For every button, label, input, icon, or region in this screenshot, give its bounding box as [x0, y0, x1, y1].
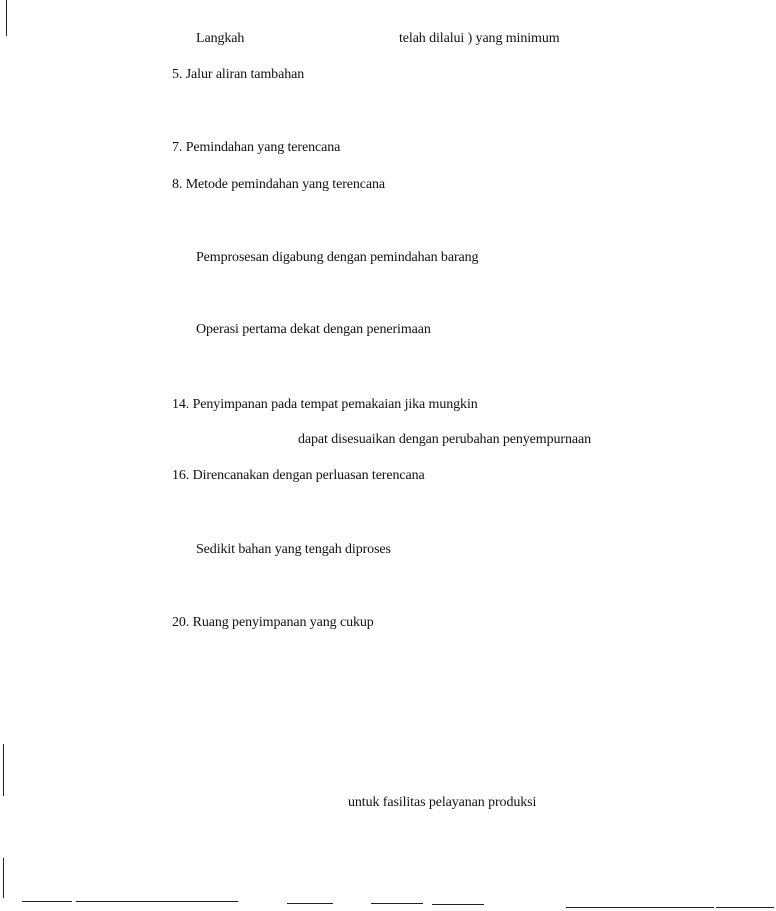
- list-item-16: 16. Direncanakan dengan perluasan terencana: [172, 468, 425, 483]
- bottom-rule-4: [371, 903, 423, 904]
- scan-edge-top: [6, 0, 7, 36]
- bottom-rule-1: [22, 901, 72, 902]
- list-item-8: 8. Metode pemindahan yang terencana: [172, 177, 386, 192]
- scan-edge-bottom: [3, 858, 4, 898]
- list-item-14: 14. Penyimpanan pada tempat pemakaian jika mungkin: [172, 397, 478, 412]
- bottom-rule-7: [716, 907, 774, 908]
- line-pemprosesan: Pemprosesan digabung dengan pemindahan barang: [196, 250, 479, 265]
- line-telah-dilalui: telah dilalui ) yang minimum: [399, 31, 560, 46]
- line-sedikit-bahan: Sedikit bahan yang tengah diproses: [196, 542, 391, 557]
- bottom-rule-2: [76, 901, 238, 902]
- bottom-rule-5: [432, 904, 484, 905]
- line-dapat-disesuaikan: dapat disesuaikan dengan perubahan penyempurnaan: [298, 432, 591, 447]
- line-fasilitas-pelayanan: untuk fasilitas pelayanan produksi: [348, 795, 537, 810]
- line-langkah: Langkah: [196, 31, 245, 46]
- list-item-20: 20. Ruang penyimpanan yang cukup: [172, 615, 374, 630]
- bottom-rule-6: [566, 907, 714, 908]
- scan-edge-middle: [3, 744, 4, 796]
- list-item-7: 7. Pemindahan yang terencana: [172, 140, 341, 155]
- bottom-rule-3: [287, 903, 333, 904]
- line-operasi-pertama: Operasi pertama dekat dengan penerimaan: [196, 322, 431, 337]
- list-item-5: 5. Jalur aliran tambahan: [172, 67, 305, 82]
